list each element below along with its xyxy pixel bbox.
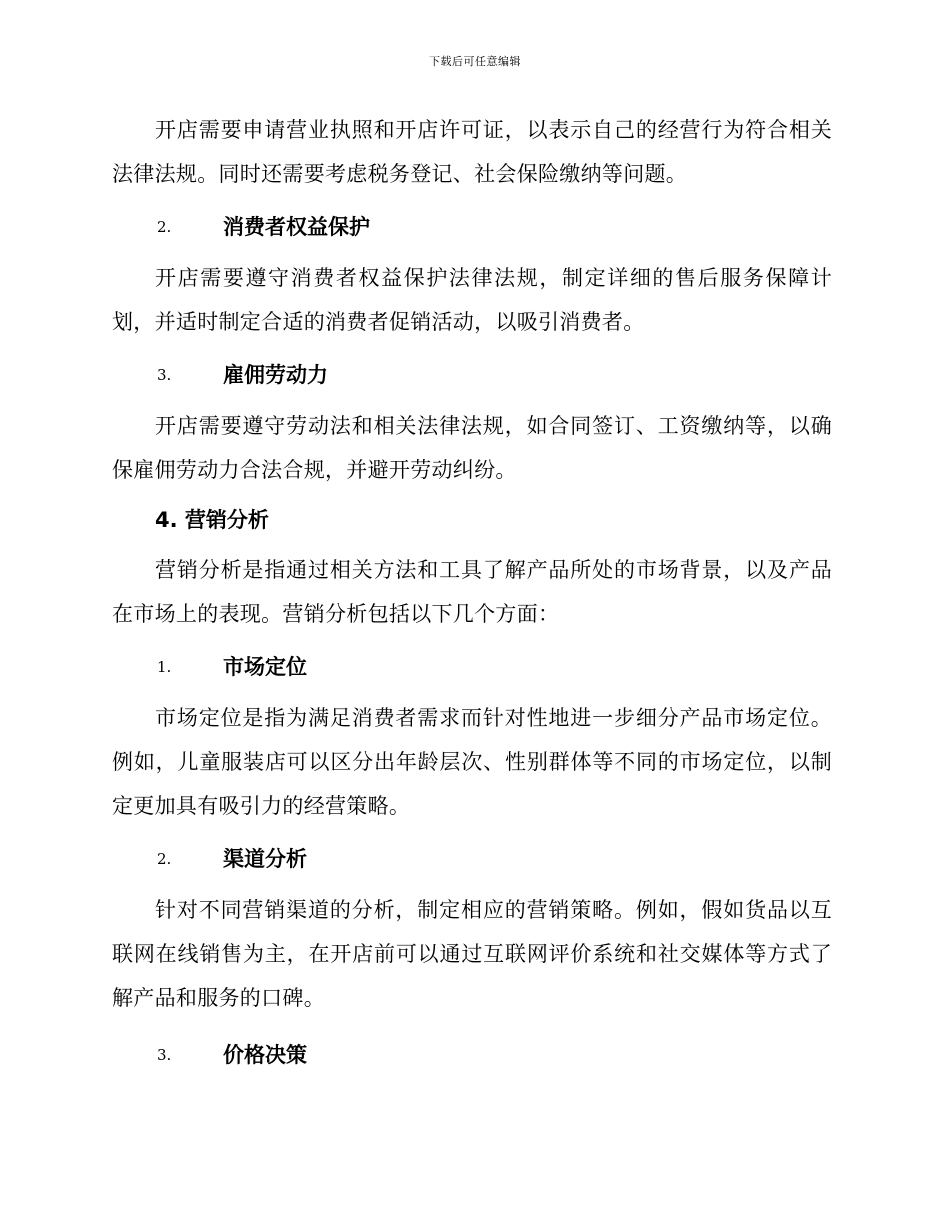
subheading-number: 3. bbox=[157, 1046, 172, 1064]
subheading-market-positioning bbox=[112, 640, 832, 694]
subheading-consumer-rights bbox=[112, 200, 832, 254]
paragraph-channel-analysis: 针对不同营销渠道的分析，制定相应的营销策略。例如，假如货品以互联网在线销售为主，在开店前可以通过互联网评价系统和社交媒体等方式了解产品和服务的口碑。 bbox=[112, 898, 832, 1010]
subheading-title: 市场定位 bbox=[223, 655, 307, 679]
paragraph-business-license: 开店需要申请营业执照和开店许可证，以表示自己的经营行为符合相关法律法规。同时还需要考虑税务登记、社会保险缴纳等问题。 bbox=[112, 118, 832, 186]
subheading-title: 渠道分析 bbox=[223, 847, 307, 871]
subheading-number: 3. bbox=[157, 366, 172, 384]
subheading-labor bbox=[112, 348, 832, 402]
paragraph-labor: 开店需要遵守劳动法和相关法律法规，如合同签订、工资缴纳等，以确保雇佣劳动力合法合规，并避开劳动纠纷。 bbox=[112, 414, 832, 482]
subheading-title: 雇佣劳动力 bbox=[223, 363, 328, 387]
subheading-number: 2. bbox=[157, 850, 172, 868]
paragraph-market-positioning: 市场定位是指为满足消费者需求而针对性地进一步细分产品市场定位。例如，儿童服装店可以区分出年龄层次、性别群体等不同的市场定位，以制定更加具有吸引力的经营策略。 bbox=[112, 706, 832, 818]
document-body bbox=[112, 108, 832, 1082]
paragraph-marketing-intro: 营销分析是指通过相关方法和工具了解产品所处的市场背景，以及产品在市场上的表现。营销分析包括以下几个方面： bbox=[112, 558, 832, 626]
subheading-number: 2. bbox=[157, 218, 172, 236]
paragraph-consumer-rights: 开店需要遵守消费者权益保护法律法规，制定详细的售后服务保障计划，并适时制定合适的消费者促销活动，以吸引消费者。 bbox=[112, 266, 832, 334]
subheading-pricing bbox=[112, 1028, 832, 1082]
subheading-channel-analysis bbox=[112, 832, 832, 886]
page-header: 下载后可任意编辑 bbox=[429, 55, 521, 68]
subheading-title: 消费者权益保护 bbox=[223, 215, 370, 239]
subheading-number: 1. bbox=[157, 658, 172, 676]
subheading-title: 价格决策 bbox=[223, 1043, 307, 1067]
section-heading-marketing: 4. 营销分析 bbox=[155, 508, 269, 532]
